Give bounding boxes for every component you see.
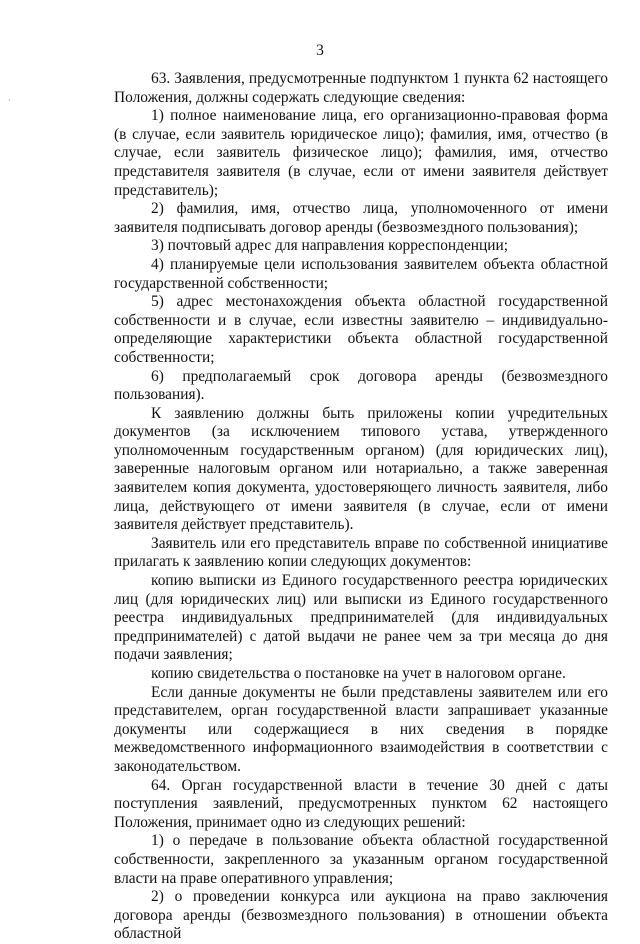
optional-doc-1: копию выписки из Единого государственного реестра юридических лиц (для юридических лиц) или выписки из Единого государственного реестра индивидуальных предпринимателей (для индивидуальных предпринимателей) с датой выдачи не ранее чем за три месяца до дня подачи заявления; bbox=[114, 572, 608, 664]
paragraph-optional-docs: Заявитель или его представитель вправе по собственной инициативе прилагать к заявлению копии следующих документов: bbox=[114, 534, 608, 571]
list-item-3: 3) почтовый адрес для направления корреспонденции; bbox=[151, 237, 509, 255]
margin-mark: · bbox=[8, 96, 11, 105]
list-item-1: 1) полное наименование лица, его организационно-правовая форма (в случае, если заявитель юридическое лицо); фамилия, имя, отчество (в случае, если заявитель физическое лицо); фамилия, имя, отчество представителя заявителя (в случае, если от имени заявителя действует представитель); bbox=[114, 107, 608, 199]
list-item-4: 4) планируемые цели использования заявителем объекта областной государственной собственности; bbox=[114, 255, 608, 292]
paragraph-attachments: К заявлению должны быть приложены копии учредительных документов (за исключением типового устава, утвержденного уполномоченным государственным органом) (для юридических лиц), заверенные налоговым органом или нотариально, а также заверенная заявителем копия документа, удостоверяющего личность заявителя, либо лица, действующего от имени заявителя (в случае, если от имени заявителя действует представитель). bbox=[114, 404, 608, 534]
optional-doc-2: копию свидетельства о постановке на учет в налоговом органе. bbox=[151, 665, 566, 682]
paragraph-63-intro: 63. Заявления, предусмотренные подпунктом 1 пункта 62 настоящего Положения, должны содержать следующие сведения: bbox=[114, 70, 608, 106]
decision-1: 1) о передаче в пользование объекта областной государственной собственности, закрепленного за указанным органом государственной власти на праве оперативного управления; bbox=[114, 832, 608, 887]
paragraph-64-intro: 64. Орган государственной власти в течение 30 дней с даты поступления заявлений, предусмотренных пунктом 62 настоящего Положения, принимает одно из следующих решений: bbox=[114, 776, 608, 831]
list-item-6: 6) предполагаемый срок договора аренды (безвозмездного пользования). bbox=[114, 367, 608, 404]
paragraph-interagency: Если данные документы не были представлены заявителем или его представителем, орган государственной власти запрашивает указанные документы или содержащиеся в них сведения в порядке межведомственного информационного взаимодействия в соответствии с законодательством. bbox=[114, 683, 608, 775]
document-body bbox=[114, 70, 608, 944]
page-number: 3 bbox=[316, 42, 324, 59]
decision-2: 2) о проведении конкурса или аукциона на право заключения договора аренды (безвозмездного пользования) в отношении объекта областной bbox=[114, 888, 608, 943]
list-item-5: 5) адрес местонахождения объекта областной государственной собственности и в случае, если известны заявителю – индивидуально-определяющие характеристики объекта областной государственной собственности; bbox=[114, 293, 608, 366]
list-item-2: 2) фамилия, имя, отчество лица, уполномоченного от имени заявителя подписывать договор аренды (безвозмездного пользования); bbox=[114, 200, 608, 236]
